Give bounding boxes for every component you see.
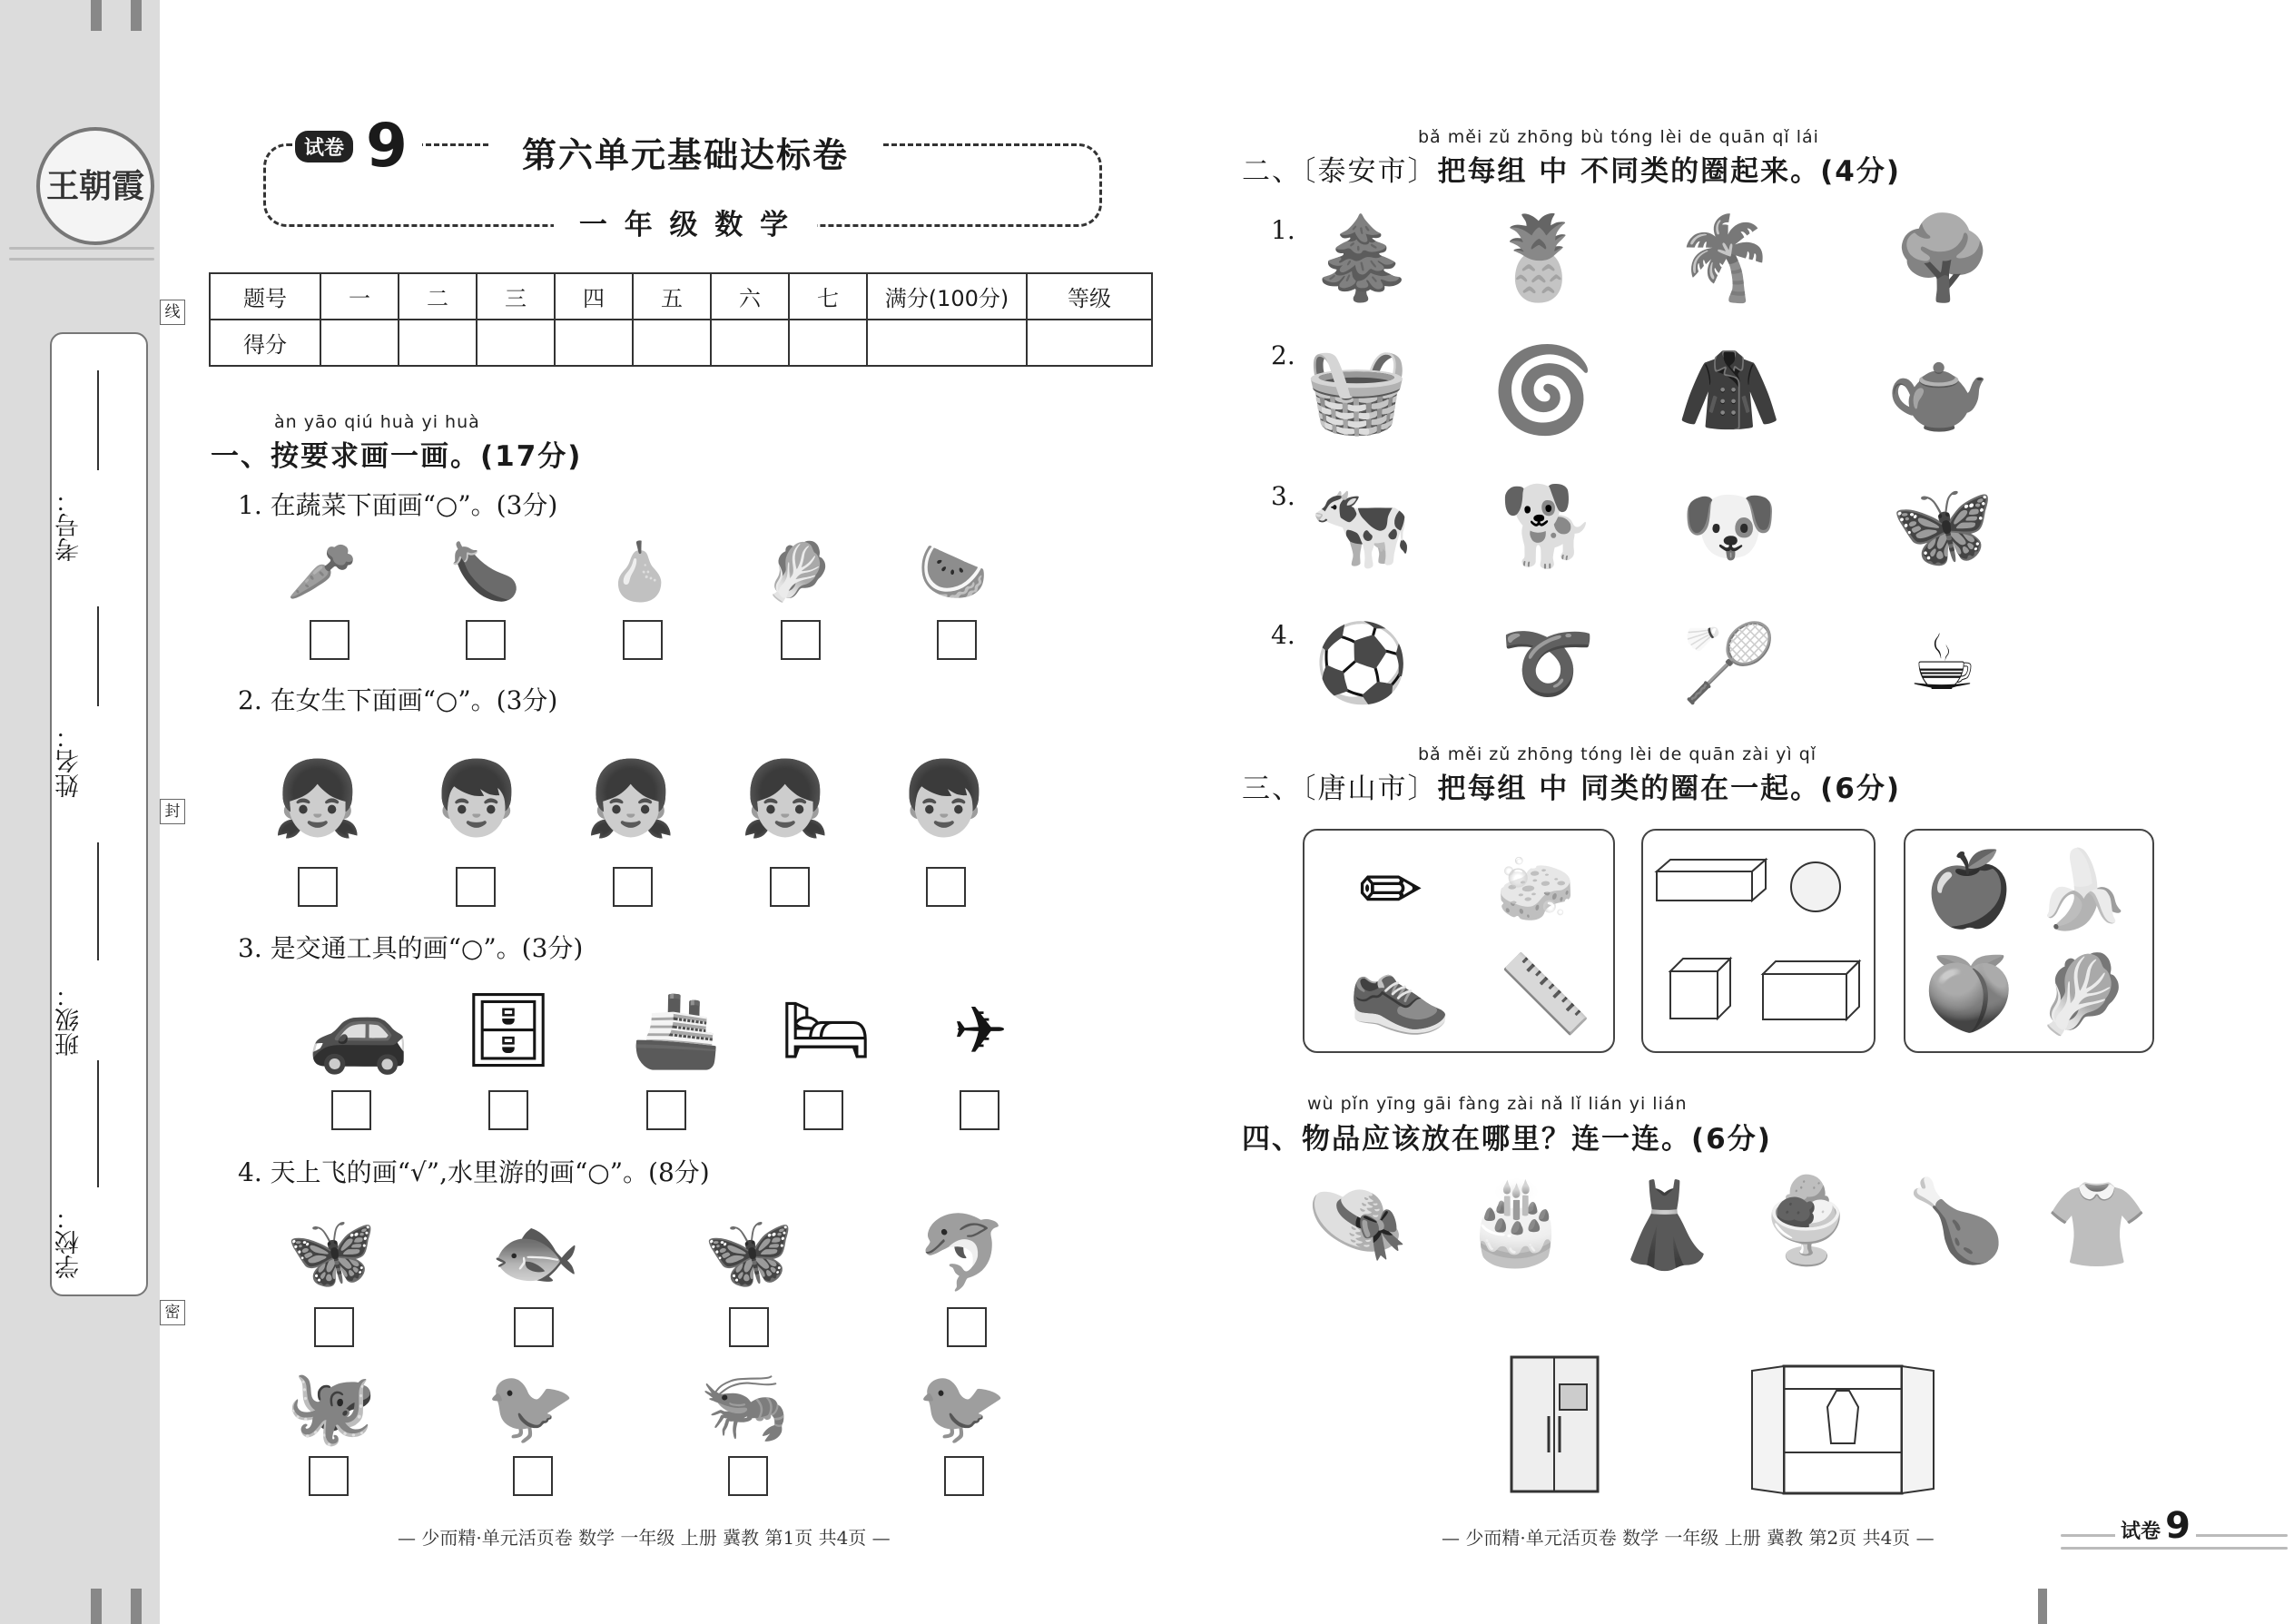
dragonfly-icon: 🦋 [286,1210,377,1294]
soccer-ball-icon: ⚽ [1314,618,1410,707]
section2-title-row [1242,148,1901,189]
fish-icon: 🐟 [490,1210,581,1294]
section3-title: 把每组 中 同类的圈在一起。(6分) [1437,773,1901,805]
page-title: 第六单元基础达标卷 [490,127,881,172]
wardrobe-icon [1748,1362,1938,1498]
exam-number-label: 考号： [55,488,84,562]
watermelon-icon: 🍉 [918,538,989,605]
school-label: 学校： [55,1206,84,1279]
answer-box[interactable] [947,1307,987,1347]
sphere-icon [1791,862,1840,911]
ruler-icon: 📏 [1497,950,1593,1038]
answer-box[interactable] [623,620,663,660]
section3-title-row [1242,765,1901,806]
score-input-cell[interactable] [555,320,633,366]
answer-box[interactable] [646,1090,686,1130]
answer-box[interactable] [513,1456,553,1496]
binding-bar [91,1589,102,1624]
section3-pinyin: bǎ měi zǔ zhōng tóng lèi de quān zài yì qǐ [1418,744,1817,764]
binding-bar [131,1589,142,1624]
class-field[interactable] [97,842,99,960]
apple-icon: 🍎 [1924,847,2014,931]
table-cell: 满分(100分) [867,273,1027,320]
question-1-3: 3. 是交通工具的画“○”。(3分) [238,933,584,963]
answer-box[interactable] [310,620,350,660]
table-row [210,273,1152,320]
name-field[interactable] [97,606,99,706]
section4-pinyin: wù pǐn yīng gāi fàng zài nǎ lǐ lián yi lián [1307,1094,1688,1114]
roast-chicken-icon: 🍗 [1906,1174,2006,1267]
octopus-icon: 🐙 [286,1364,377,1449]
cabbage-icon: 🥬 [763,538,834,605]
score-input-cell[interactable] [711,320,789,366]
wave-decoration [9,258,154,261]
girl-icon: 👧 [272,756,363,841]
answer-box[interactable] [728,1456,768,1496]
lettuce-icon: 🥬 [2034,950,2131,1038]
group-box-2 [1641,829,1876,1053]
cake-icon: 🎂 [1463,1172,1569,1269]
answer-box[interactable] [309,1456,349,1496]
binding-bar [2038,1589,2047,1624]
score-input-cell[interactable] [633,320,711,366]
score-input-cell[interactable] [867,320,1027,366]
radish-icon: 🥕 [287,538,358,605]
girl-icon: 👧 [740,756,831,841]
row-number: 1. [1271,215,1295,245]
pine-tree-icon: 🌲 [1310,211,1413,306]
footer-badge: 试卷 [2121,1521,2161,1543]
answer-box[interactable] [960,1090,999,1130]
section3-prefix: 三、〔唐山市〕 [1242,773,1438,805]
row-number: 2. [1271,340,1295,370]
tree-icon: 🌳 [1891,211,1994,306]
section4-title: 四、物品应该放在哪里？连一连。(6分) [1242,1123,1772,1156]
table-cell: 题号 [210,273,320,320]
jacket-icon: 🧥 [1677,341,1782,438]
score-input-cell[interactable] [399,320,477,366]
question-1-2: 2. 在女生下面画“○”。(3分) [238,685,558,715]
shapes-svg [1643,831,1874,1051]
butterfly-icon: 🦋 [704,1210,794,1294]
kettle-icon: 🫖 [1885,341,1991,438]
sneakers-icon: 👟 [1347,940,1452,1038]
binding-bar [131,0,142,31]
swallow-icon: 🐦 [917,1364,1008,1449]
mug-icon: ☕ [1908,618,1977,707]
refrigerator-icon: 🗄 [462,988,555,1072]
cuboid-icon [1657,860,1766,901]
score-input-cell[interactable] [320,320,399,366]
answer-box[interactable] [803,1090,843,1130]
bird-icon: 🐦 [486,1364,576,1449]
score-table [209,272,1153,367]
hat-icon: 👒 [1305,1172,1410,1269]
header-badge-group [295,111,422,181]
cow-icon: 🐄 [1309,477,1414,575]
table-cell: 四 [555,273,633,320]
ship-icon: 🚢 [631,988,722,1072]
score-input-cell[interactable] [1027,320,1152,366]
page-subtitle: 一 年 级 数 学 [554,202,817,241]
dolphin-icon: 🐬 [917,1210,1008,1294]
answer-box[interactable] [937,620,977,660]
table-cell: 得分 [210,320,320,366]
footer-number: 9 [2165,1505,2191,1547]
table-cell: 等级 [1027,273,1152,320]
answer-box[interactable] [314,1307,354,1347]
palm-tree-icon: 🌴 [1673,211,1777,306]
pineapple-icon: 🍍 [1487,211,1590,306]
publisher-logo: 王朝霞 [36,127,154,245]
bind-mark-seal: 封 [160,799,185,824]
answer-box[interactable] [466,620,506,660]
section1-title: 一、按要求画一画。(17分) [211,440,583,473]
answer-box[interactable] [456,867,496,907]
exam-number-field[interactable] [97,370,99,470]
boy-icon: 👦 [431,756,522,841]
exam-badge: 试卷 [295,131,353,162]
student-info-box [50,332,148,1296]
answer-box[interactable] [770,867,810,907]
score-input-cell[interactable] [477,320,555,366]
girl-icon: 👧 [586,756,676,841]
fan-icon: 🌀 [1491,341,1596,438]
footer-left: — 少而精·单元活页卷 数学 一年级 上册 冀教 第1页 共4页 — [398,1527,891,1549]
section2-pinyin: bǎ měi zǔ zhōng bù tóng lèi de quān qǐ lái [1418,127,1819,147]
answer-box[interactable] [944,1456,984,1496]
skirt-icon: 👗 [1613,1176,1718,1274]
dress-icon: 👚 [2044,1176,2150,1274]
answer-box[interactable] [926,867,966,907]
dog-icon: 🐕 [1499,481,1597,572]
group-box-3 [1904,829,2154,1053]
airplane-icon: ✈ [952,992,1009,1068]
eraser-icon: 🧽 [1496,852,1576,927]
answer-box[interactable] [781,620,821,660]
binding-bar [91,0,102,31]
boy-icon: 👦 [899,756,989,841]
car-icon: 🚗 [307,982,410,1078]
bind-mark-secret: 密 [160,1300,185,1325]
question-1-4: 4. 天上飞的画“√”,水里游的画“○”。(8分) [238,1157,710,1187]
answer-box[interactable] [514,1307,554,1347]
bind-mark-line: 线 [160,300,185,325]
pear-icon: 🍐 [605,538,675,605]
bed-icon: 🛏 [780,988,872,1072]
name-label: 姓名： [55,724,84,798]
table-row [210,320,1152,366]
section1-pinyin: àn yāo qiú huà yi huà [274,412,480,432]
answer-box[interactable] [331,1090,371,1130]
answer-box[interactable] [729,1307,769,1347]
footer-badge-group [2115,1505,2196,1547]
eggplant-icon: 🍆 [450,538,521,605]
jump-rope-icon: ➰ [1500,618,1596,707]
answer-box[interactable] [298,867,338,907]
shuttlecock-icon: 🏸 [1681,618,1777,707]
section2-prefix: 二、〔泰安市〕 [1242,155,1438,188]
ice-cream-icon: 🍨 [1754,1172,1859,1269]
row-number: 3. [1271,481,1295,511]
table-cell: 三 [477,273,555,320]
puppy-icon: 🐶 [1680,481,1778,572]
exam-number: 9 [366,111,408,181]
table-cell: 七 [789,273,867,320]
table-cell: 二 [399,273,477,320]
section2-title: 把每组 中 不同类的圈起来。(4分) [1437,155,1901,188]
box-icon [1763,961,1859,1019]
class-label: 班级： [55,983,84,1057]
cube-icon [1670,959,1730,1019]
wave-decoration [2061,1547,2288,1550]
answer-box[interactable] [488,1090,528,1130]
peach-icon: 🍑 [1924,951,2014,1036]
question-1-1: 1. 在蔬菜下面画“○”。(3分) [238,490,558,520]
wave-decoration [9,247,154,250]
row-number: 4. [1271,620,1295,650]
group-box-1 [1303,829,1615,1053]
footer-right: — 少而精·单元活页卷 数学 一年级 上册 冀教 第2页 共4页 — [1442,1527,1935,1549]
shrimp-icon: 🦐 [699,1364,790,1449]
table-cell: 一 [320,273,399,320]
butterfly-icon: 🦋 [1890,477,1995,575]
score-input-cell[interactable] [789,320,867,366]
banana-icon: 🍌 [2034,845,2131,934]
table-cell: 五 [633,273,711,320]
answer-box[interactable] [613,867,653,907]
pencil-case-icon: ✏ [1358,845,1423,934]
refrigerator-icon [1507,1353,1607,1498]
school-field[interactable] [97,1060,99,1187]
table-cell: 六 [711,273,789,320]
washing-machine-icon: 🧺 [1305,341,1410,438]
